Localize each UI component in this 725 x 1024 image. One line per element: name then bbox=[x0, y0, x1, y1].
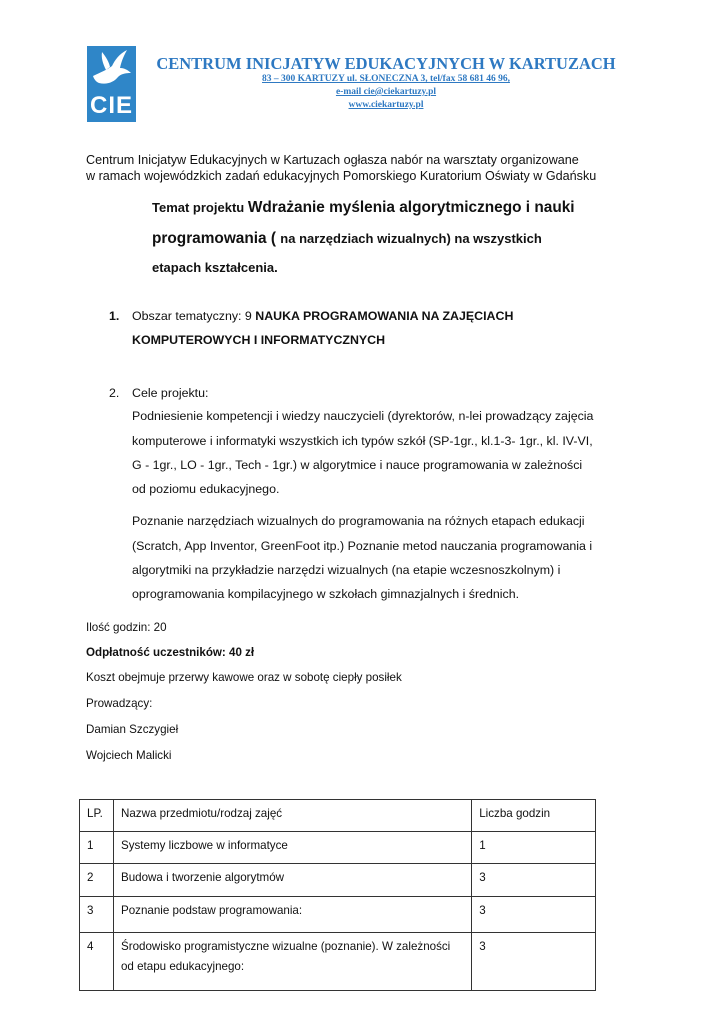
hours-count: Ilość godzin: 20 bbox=[86, 621, 167, 634]
topic-line-2 bbox=[152, 230, 542, 248]
table-row bbox=[80, 897, 596, 933]
topic-title-part-3: etapach kształcenia. bbox=[152, 260, 278, 275]
row-hours: 3 bbox=[472, 864, 596, 897]
table-row bbox=[80, 832, 596, 864]
intro-line-2: w ramach wojewódzkich zadań edukacyjnych Pomorskiego Kuratorium Oświaty w Gdańsku bbox=[86, 169, 597, 183]
row-hours: 3 bbox=[472, 897, 596, 933]
goal-1-line-2: komputerowe i informatyki wszystkich ich typów szkół (SP-1gr., kl.1-3- 1gr., kl. IV-VI, bbox=[132, 434, 593, 448]
row-number: 3 bbox=[80, 897, 114, 933]
row-number: 4 bbox=[80, 933, 114, 991]
leaders-label: Prowadzący: bbox=[86, 697, 153, 710]
section-2-label: Cele projektu: bbox=[132, 386, 209, 400]
organization-address: 83 – 300 KARTUZY ul. SŁONECZNA 3, tel/fax 58 681 46 96, bbox=[262, 74, 510, 84]
organization-email[interactable]: e-mail cie@ciekartuzy.pl bbox=[335, 87, 437, 97]
cost-note: Koszt obejmuje przerwy kawowe oraz w sobotę ciepły posiłek bbox=[86, 671, 402, 684]
organization-name: CENTRUM INICJATYW EDUKACYJNYCH W KARTUZACH bbox=[156, 54, 616, 73]
topic-title-part-1: Wdrażanie myślenia algorytmicznego i nauki bbox=[247, 199, 575, 216]
section-1-title-1: NAUKA PROGRAMOWANIA NA ZAJĘCIACH bbox=[255, 309, 514, 323]
row-number: 1 bbox=[80, 832, 114, 864]
row-subject: Poznanie podstaw programowania: bbox=[113, 897, 471, 933]
goal-2-line-1: Poznanie narzędziach wizualnych do programowania na różnych etapach edukacji bbox=[132, 514, 585, 528]
schedule-table bbox=[79, 799, 596, 991]
goal-2-line-4: oprogramowania kompilacyjnego w szkołach gimnazjalnych i średnich. bbox=[132, 587, 520, 601]
row-subject: Systemy liczbowe w informatyce bbox=[113, 832, 471, 864]
table-row bbox=[80, 933, 596, 991]
dove-icon bbox=[87, 46, 136, 98]
leader-name-1: Damian Szczygieł bbox=[86, 723, 179, 736]
row-number: 2 bbox=[80, 864, 114, 897]
table-header-row bbox=[80, 800, 596, 832]
row-subject: Środowisko programistyczne wizualne (poznanie). W zależności od etapu edukacyjnego: bbox=[113, 933, 471, 991]
topic-title-small: na narzędziach wizualnych) na wszystkich bbox=[280, 231, 542, 246]
intro-line-1: Centrum Inicjatyw Edukacyjnych w Kartuzach ogłasza nabór na warsztaty organizowane bbox=[86, 153, 579, 167]
goal-1-line-3: G - 1gr., LO - 1gr., Tech - 1gr.) w algorytmice i nauce programowania w zależności bbox=[132, 458, 583, 472]
cie-logo bbox=[87, 46, 136, 122]
section-1-label: Obszar tematyczny: 9 bbox=[132, 309, 256, 323]
header-lp: LP. bbox=[80, 800, 114, 832]
leader-name-2: Wojciech Malicki bbox=[86, 749, 172, 762]
section-1-line-1 bbox=[132, 309, 513, 323]
row-hours: 1 bbox=[472, 832, 596, 864]
header-subject: Nazwa przedmiotu/rodzaj zajęć bbox=[113, 800, 471, 832]
row-hours: 3 bbox=[472, 933, 596, 991]
topic-prefix: Temat projektu bbox=[152, 200, 248, 215]
header-hours: Liczba godzin bbox=[472, 800, 596, 832]
goal-1-line-4: od poziomu edukacyjnego. bbox=[132, 482, 280, 496]
logo-text: CIE bbox=[89, 92, 133, 119]
goal-2-line-2: (Scratch, App Inventor, GreenFoot itp.) Poznanie metod nauczania programowania i bbox=[132, 539, 593, 553]
section-2-number: 2. bbox=[109, 386, 120, 400]
topic-line-1 bbox=[152, 199, 575, 217]
goal-1-line-1: Podniesienie kompetencji i wiedzy nauczycieli (dyrektorów, n-lei prowadzący zajęcia bbox=[132, 409, 594, 423]
section-1-number: 1. bbox=[109, 309, 120, 323]
row-subject: Budowa i tworzenie algorytmów bbox=[113, 864, 471, 897]
participant-fee: Odpłatność uczestników: 40 zł bbox=[86, 646, 255, 659]
table-row bbox=[80, 864, 596, 897]
topic-title-part-2: programowania ( bbox=[152, 230, 281, 247]
goal-2-line-3: algorytmiki na przykładzie narzędzi wizualnych (na etapie wczesnoszkolnym) i bbox=[132, 563, 561, 577]
organization-website[interactable]: www.ciekartuzy.pl bbox=[348, 100, 424, 110]
section-1-title-2: KOMPUTEROWYCH I INFORMATYCZNYCH bbox=[132, 333, 386, 347]
